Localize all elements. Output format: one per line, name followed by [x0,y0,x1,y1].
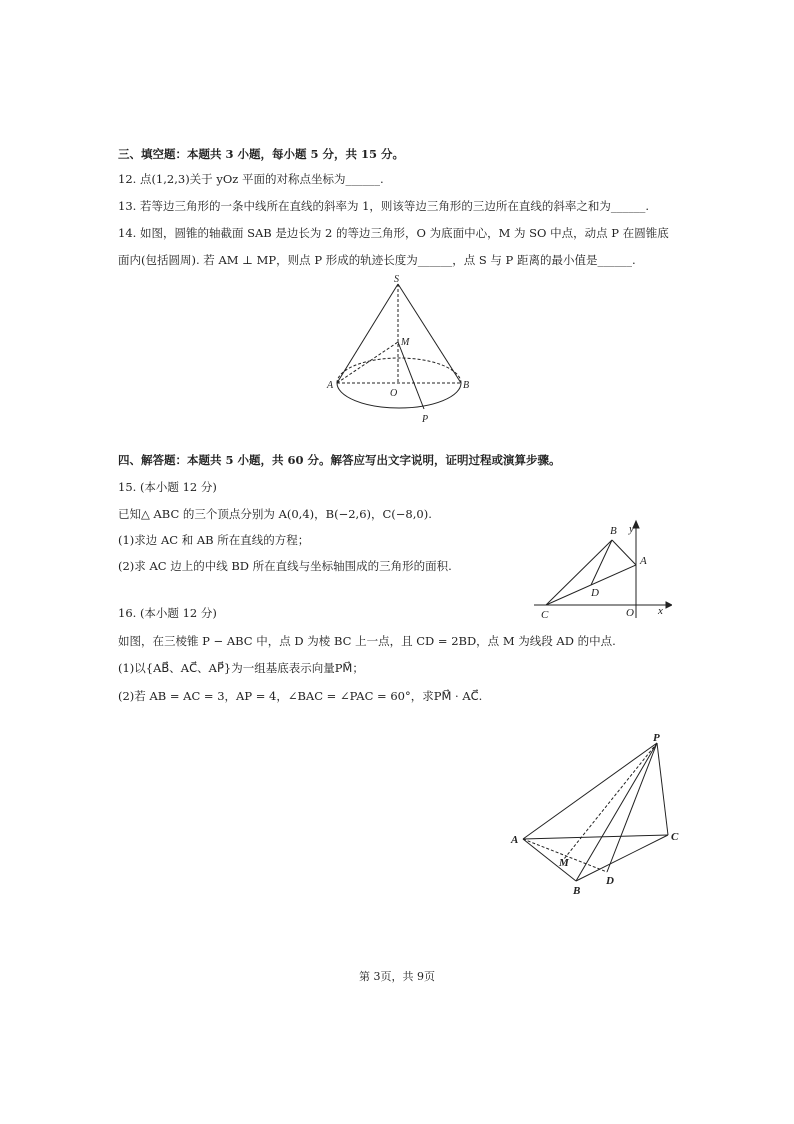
label-p: P [653,732,660,744]
question-14-line-2: 面内(包括圆周). 若 AM ⊥ MP，则点 P 形成的轨迹长度为______，点 S 与 P 距离的最小值是______. [118,253,636,267]
label-s: S [394,274,399,285]
pyramid-figure [505,728,690,900]
cone-edge-sa [337,284,398,383]
question-15-line-1: 已知△ ABC 的三个顶点分别为 A(0,4)，B(−2,6)，C(−8,0). [118,507,432,521]
section-3-heading: 三、填空题：本题共 3 小题，每小题 5 分，共 15 分。 [118,147,405,161]
section-4-heading: 四、解答题：本题共 5 小题，共 60 分。解答应写出文字说明，证明过程或演算步骤。 [118,453,561,467]
side-ba [612,540,636,565]
x-axis-arrow [666,602,672,608]
question-16-line-1: 如图，在三棱锥 P − ABC 中，点 D 为棱 BC 上一点，且 CD = 2BD，点 M 为线段 AD 的中点. [118,634,616,648]
question-16-line-3: (2)若 AB = AC = 3，AP = 4，∠BAC = ∠PAC = 60°，求PM⃗ · AC⃗. [118,689,483,703]
label-d: D [606,875,614,887]
question-15-line-2: (1)求边 AC 和 AB 所在直线的方程； [118,533,310,547]
label-y: y [629,523,634,535]
question-16-line-2: (1)以{AB⃗、AC⃗、AP⃗}为一组基底表示向量PM⃗； [118,661,364,675]
question-13: 13. 若等边三角形的一条中线所在直线的斜率为 1，则该等边三角形的三边所在直线的斜率之和为______. [118,199,650,213]
side-cb [546,540,612,605]
label-o: O [626,607,634,618]
label-b: B [610,525,617,537]
cone-base-front [337,383,461,408]
edge-ac [523,835,668,839]
edge-pa [523,743,657,839]
label-a: A [511,834,519,846]
cone-figure [320,272,480,428]
question-16-title: 16. (本小题 12 分) [118,606,217,620]
label-m: M [559,857,569,869]
label-x: x [658,605,663,617]
coordinate-figure [532,518,672,618]
y-axis-arrow [633,521,639,528]
label-a: A [327,380,334,391]
label-m: M [401,337,410,348]
segment-mp [398,342,424,409]
label-o: O [390,388,398,399]
segment-pm [564,743,657,859]
cone-edge-sb [398,284,461,383]
question-15-line-3: (2)求 AC 边上的中线 BD 所在直线与坐标轴围成的三角形的面积. [118,559,452,573]
label-b: B [573,885,581,897]
edge-pc [657,743,668,835]
label-c: C [541,609,549,618]
label-b: B [463,380,470,391]
page-footer: 第 3页，共 9页 [359,970,435,983]
label-c: C [671,831,679,843]
label-p: P [422,414,429,425]
segment-am [337,342,398,383]
question-14-line-1: 14. 如图，圆锥的轴截面 SAB 是边长为 2 的等边三角形，O 为底面中心，M 为 SO 中点，动点 P 在圆锥底 [118,226,669,240]
median-bd [591,540,612,585]
question-15-title: 15. (本小题 12 分) [118,480,217,494]
label-d: D [591,587,599,599]
question-12: 12. 点(1,2,3)关于 yOz 平面的对称点坐标为______. [118,172,384,186]
label-a: A [640,555,647,567]
